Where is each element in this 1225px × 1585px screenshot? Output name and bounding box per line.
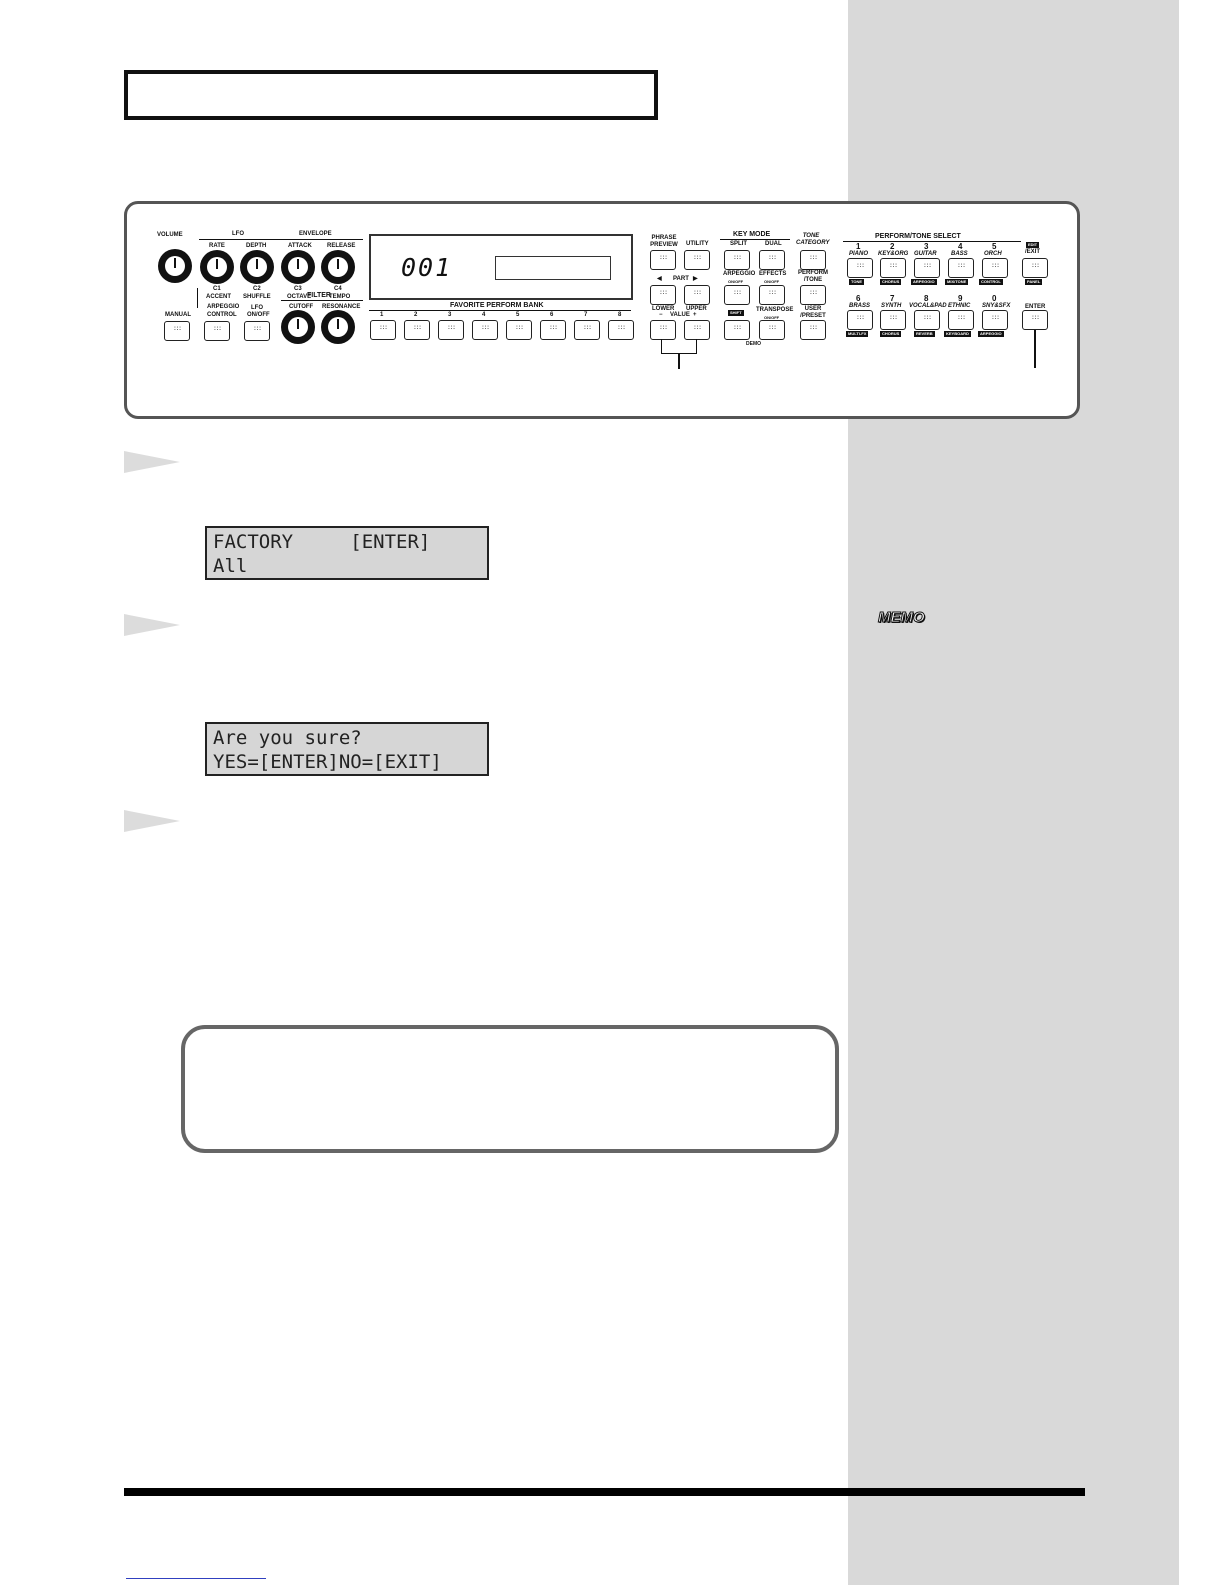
lfo-label: LFO bbox=[232, 231, 244, 237]
resonance-label: RESONANCE bbox=[322, 304, 361, 310]
tone-2-sub: CHORUS bbox=[882, 279, 900, 284]
part-left-arrow: ◀ bbox=[657, 276, 662, 282]
favorite-button-4[interactable] bbox=[472, 320, 498, 340]
control-label: CONTROL bbox=[207, 312, 237, 318]
lfo-rule bbox=[199, 239, 281, 240]
lcd-factory bbox=[205, 526, 489, 580]
tone-0-num: 0 bbox=[992, 294, 997, 303]
shift-label: SHIFT bbox=[730, 310, 742, 315]
tone-4-sub: MIX/TONE bbox=[947, 279, 967, 284]
manual-label: MANUAL bbox=[165, 312, 191, 318]
tone-4-button[interactable] bbox=[948, 258, 974, 278]
tone-5-name: ORCH bbox=[984, 251, 1002, 257]
exit-button[interactable] bbox=[1022, 258, 1048, 278]
fav-num-5: 5 bbox=[516, 312, 520, 318]
footer-link-underline[interactable] bbox=[126, 1577, 266, 1579]
tone-3-name: GUITAR bbox=[914, 251, 937, 257]
value-inc-button[interactable] bbox=[684, 320, 710, 340]
lcd-confirm bbox=[205, 722, 489, 776]
footer-rule bbox=[124, 1488, 1085, 1496]
c1-label: C1 bbox=[213, 286, 221, 292]
tone-9-sub: KEYBOARD bbox=[946, 331, 969, 336]
tone-6-button[interactable] bbox=[847, 310, 873, 330]
dual-label: DUAL bbox=[765, 241, 782, 247]
c4-label: C4 bbox=[334, 286, 342, 292]
tone-category-label: TONE CATEGORY bbox=[796, 233, 830, 246]
accent-label: ACCENT bbox=[206, 294, 231, 300]
transpose-label: TRANSPOSE bbox=[756, 307, 794, 313]
tone-1-name: PIANO bbox=[849, 251, 869, 257]
edit-label: EDIT bbox=[1028, 242, 1038, 247]
fav-num-3: 3 bbox=[448, 312, 452, 318]
transpose-sub: ON/OFF bbox=[764, 315, 780, 320]
tone-9-button[interactable] bbox=[948, 310, 974, 330]
user-preset-label: USER /PRESET bbox=[800, 306, 826, 319]
volume-label: VOLUME bbox=[157, 232, 183, 238]
tone-8-sub: REVERB bbox=[916, 331, 933, 336]
part-right-arrow: ▶ bbox=[693, 276, 698, 282]
tone-4-num: 4 bbox=[958, 242, 963, 251]
release-label: RELEASE bbox=[327, 243, 356, 249]
note-box bbox=[181, 1025, 839, 1153]
attack-label: ATTACK bbox=[288, 243, 312, 249]
lfo-onoff-label: LFO bbox=[251, 305, 263, 311]
tone-8-button[interactable] bbox=[914, 310, 940, 330]
fav-num-2: 2 bbox=[414, 312, 418, 318]
memo-icon: MEMO bbox=[878, 609, 925, 626]
arpeggio-label: ARPEGGIO bbox=[207, 304, 240, 310]
control-panel-illustration bbox=[124, 201, 1080, 419]
value-dec-button[interactable] bbox=[650, 320, 676, 340]
resonance-knob bbox=[321, 310, 355, 344]
tone-1-num: 1 bbox=[856, 242, 861, 251]
fav-num-7: 7 bbox=[584, 312, 588, 318]
tone-3-num: 3 bbox=[924, 242, 929, 251]
favorite-button-7[interactable] bbox=[574, 320, 600, 340]
lcd-confirm-line2: YES=[ENTER]NO=[EXIT] bbox=[213, 751, 442, 773]
tone-2-num: 2 bbox=[890, 242, 895, 251]
section-title-box bbox=[124, 70, 658, 120]
dual-button[interactable] bbox=[759, 250, 785, 270]
part-lower-button[interactable] bbox=[650, 285, 676, 305]
tone-3-sub: ARPEGGIO bbox=[913, 279, 935, 284]
tone-2-name: KEY&ORG bbox=[878, 251, 909, 257]
effects-onoff-label: EFFECTS bbox=[759, 271, 787, 277]
filter-label: FILTER bbox=[307, 292, 331, 299]
favorite-button-2[interactable] bbox=[404, 320, 430, 340]
tone-7-num: 7 bbox=[890, 294, 895, 303]
favorite-button-8[interactable] bbox=[608, 320, 634, 340]
perform-tone-button[interactable] bbox=[800, 285, 826, 305]
step-2-arrow bbox=[124, 614, 180, 636]
favorite-bank-label: FAVORITE PERFORM BANK bbox=[450, 302, 544, 309]
split-button[interactable] bbox=[724, 250, 750, 270]
effects-onoff-sub: ON/OFF bbox=[764, 279, 780, 284]
exit-label: /EXIT bbox=[1025, 249, 1041, 255]
release-knob bbox=[321, 250, 355, 284]
manual-button[interactable] bbox=[164, 321, 190, 341]
fav-num-1: 1 bbox=[380, 312, 384, 318]
key-mode-rule bbox=[720, 239, 790, 240]
tone-0-sub: ARPEGGIO bbox=[980, 331, 1002, 336]
favorite-button-6[interactable] bbox=[540, 320, 566, 340]
rate-label: RATE bbox=[209, 243, 225, 249]
favorite-bank-rule bbox=[369, 310, 631, 311]
arp-bracket-v bbox=[197, 288, 198, 308]
split-label: SPLIT bbox=[730, 241, 748, 247]
tone-9-num: 9 bbox=[958, 294, 963, 303]
panel-sub-label: PANEL bbox=[1027, 279, 1041, 284]
lfo-onoff-sub: ON/OFF bbox=[247, 312, 270, 318]
utility-button[interactable] bbox=[684, 250, 710, 270]
value-label: VALUE bbox=[670, 312, 690, 318]
fav-num-6: 6 bbox=[550, 312, 554, 318]
tone-5-sub: CONTROL bbox=[981, 279, 1001, 284]
tone-3-button[interactable] bbox=[914, 258, 940, 278]
part-label: PART bbox=[673, 276, 689, 282]
enter-button[interactable] bbox=[1022, 310, 1048, 330]
value-plus-label: + bbox=[693, 312, 697, 318]
perform-tone-select-label: PERFORM/TONE SELECT bbox=[875, 233, 961, 240]
shift-button[interactable] bbox=[724, 320, 750, 340]
tone-1-button[interactable] bbox=[847, 258, 873, 278]
value-minus-label: − bbox=[659, 312, 663, 318]
part-upper-button[interactable] bbox=[684, 285, 710, 305]
arpeggio-onoff-sub: ON/OFF bbox=[728, 279, 744, 284]
envelope-label: ENVELOPE bbox=[299, 231, 332, 237]
c2-label: C2 bbox=[253, 286, 261, 292]
cutoff-knob bbox=[281, 310, 315, 344]
depth-knob bbox=[240, 250, 274, 284]
tone-5-button[interactable] bbox=[982, 258, 1008, 278]
favorite-button-1[interactable] bbox=[370, 320, 396, 340]
tone-6-num: 6 bbox=[856, 294, 861, 303]
phrase-preview-label: PHRASE PREVIEW bbox=[650, 235, 678, 248]
key-mode-label: KEY MODE bbox=[733, 231, 771, 238]
attack-knob bbox=[281, 250, 315, 284]
tone-0-button[interactable] bbox=[982, 310, 1008, 330]
fav-num-8: 8 bbox=[618, 312, 622, 318]
tone-0-name: SNY&SFX bbox=[982, 303, 1011, 309]
tone-7-button[interactable] bbox=[880, 310, 906, 330]
tone-5-num: 5 bbox=[992, 242, 997, 251]
utility-label: UTILITY bbox=[686, 241, 709, 247]
display-lcd-window bbox=[495, 256, 611, 280]
tone-2-button[interactable] bbox=[880, 258, 906, 278]
c3-label: C3 bbox=[294, 286, 302, 292]
tempo-label: TEMPO bbox=[329, 294, 351, 300]
volume-knob bbox=[158, 249, 192, 283]
transpose-button[interactable] bbox=[759, 320, 785, 340]
tone-7-name: SYNTH bbox=[881, 303, 902, 309]
fav-num-4: 4 bbox=[482, 312, 486, 318]
octave-label: OCTAVE bbox=[287, 294, 312, 300]
lcd-factory-line2: All bbox=[213, 555, 248, 577]
envelope-rule bbox=[281, 239, 363, 240]
lcd-factory-line1: FACTORY [ENTER] bbox=[213, 531, 431, 553]
favorite-button-3[interactable] bbox=[438, 320, 464, 340]
rate-knob bbox=[200, 250, 234, 284]
display-number: 001 bbox=[401, 253, 453, 282]
shuffle-label: SHUFFLE bbox=[243, 294, 271, 300]
arpeggio-control-button[interactable] bbox=[204, 321, 230, 341]
main-display bbox=[369, 234, 633, 300]
lfo-onoff-button[interactable] bbox=[244, 321, 270, 341]
tone-9-name: ETHNIC bbox=[948, 303, 971, 309]
phrase-preview-button[interactable] bbox=[650, 250, 676, 270]
tone-6-name: BRASS bbox=[849, 303, 871, 309]
enter-pointer bbox=[1034, 330, 1036, 368]
lcd-confirm-line1: Are you sure? bbox=[213, 727, 362, 749]
depth-label: DEPTH bbox=[246, 243, 267, 249]
filter-rule bbox=[281, 300, 363, 301]
enter-label: ENTER bbox=[1025, 304, 1046, 310]
effects-onoff-button[interactable] bbox=[759, 285, 785, 305]
value-bracket bbox=[661, 339, 697, 354]
tone-8-name: VOCAL&PAD bbox=[909, 303, 947, 309]
step-3-arrow bbox=[124, 810, 180, 832]
tone-7-sub: CHORUS bbox=[882, 331, 900, 336]
cutoff-label: CUTOFF bbox=[289, 304, 314, 310]
demo-label: DEMO bbox=[746, 341, 761, 347]
tone-8-num: 8 bbox=[924, 294, 929, 303]
step-1-arrow bbox=[124, 451, 180, 473]
tone-4-name: BASS bbox=[951, 251, 968, 257]
value-pointer bbox=[678, 353, 680, 369]
arpeggio-onoff-button[interactable] bbox=[724, 285, 750, 305]
lower-label: LOWER bbox=[652, 306, 675, 312]
tone-1-sub: TONE bbox=[851, 279, 863, 284]
favorite-button-5[interactable] bbox=[506, 320, 532, 340]
user-preset-button[interactable] bbox=[800, 320, 826, 340]
perform-tone-label: PERFORM /TONE bbox=[798, 270, 828, 283]
upper-label: UPPER bbox=[686, 306, 707, 312]
tone-category-button[interactable] bbox=[800, 250, 826, 270]
tone-6-sub: MULTI-FX bbox=[848, 331, 867, 336]
arpeggio-onoff-label: ARPEGGIO bbox=[723, 271, 756, 277]
